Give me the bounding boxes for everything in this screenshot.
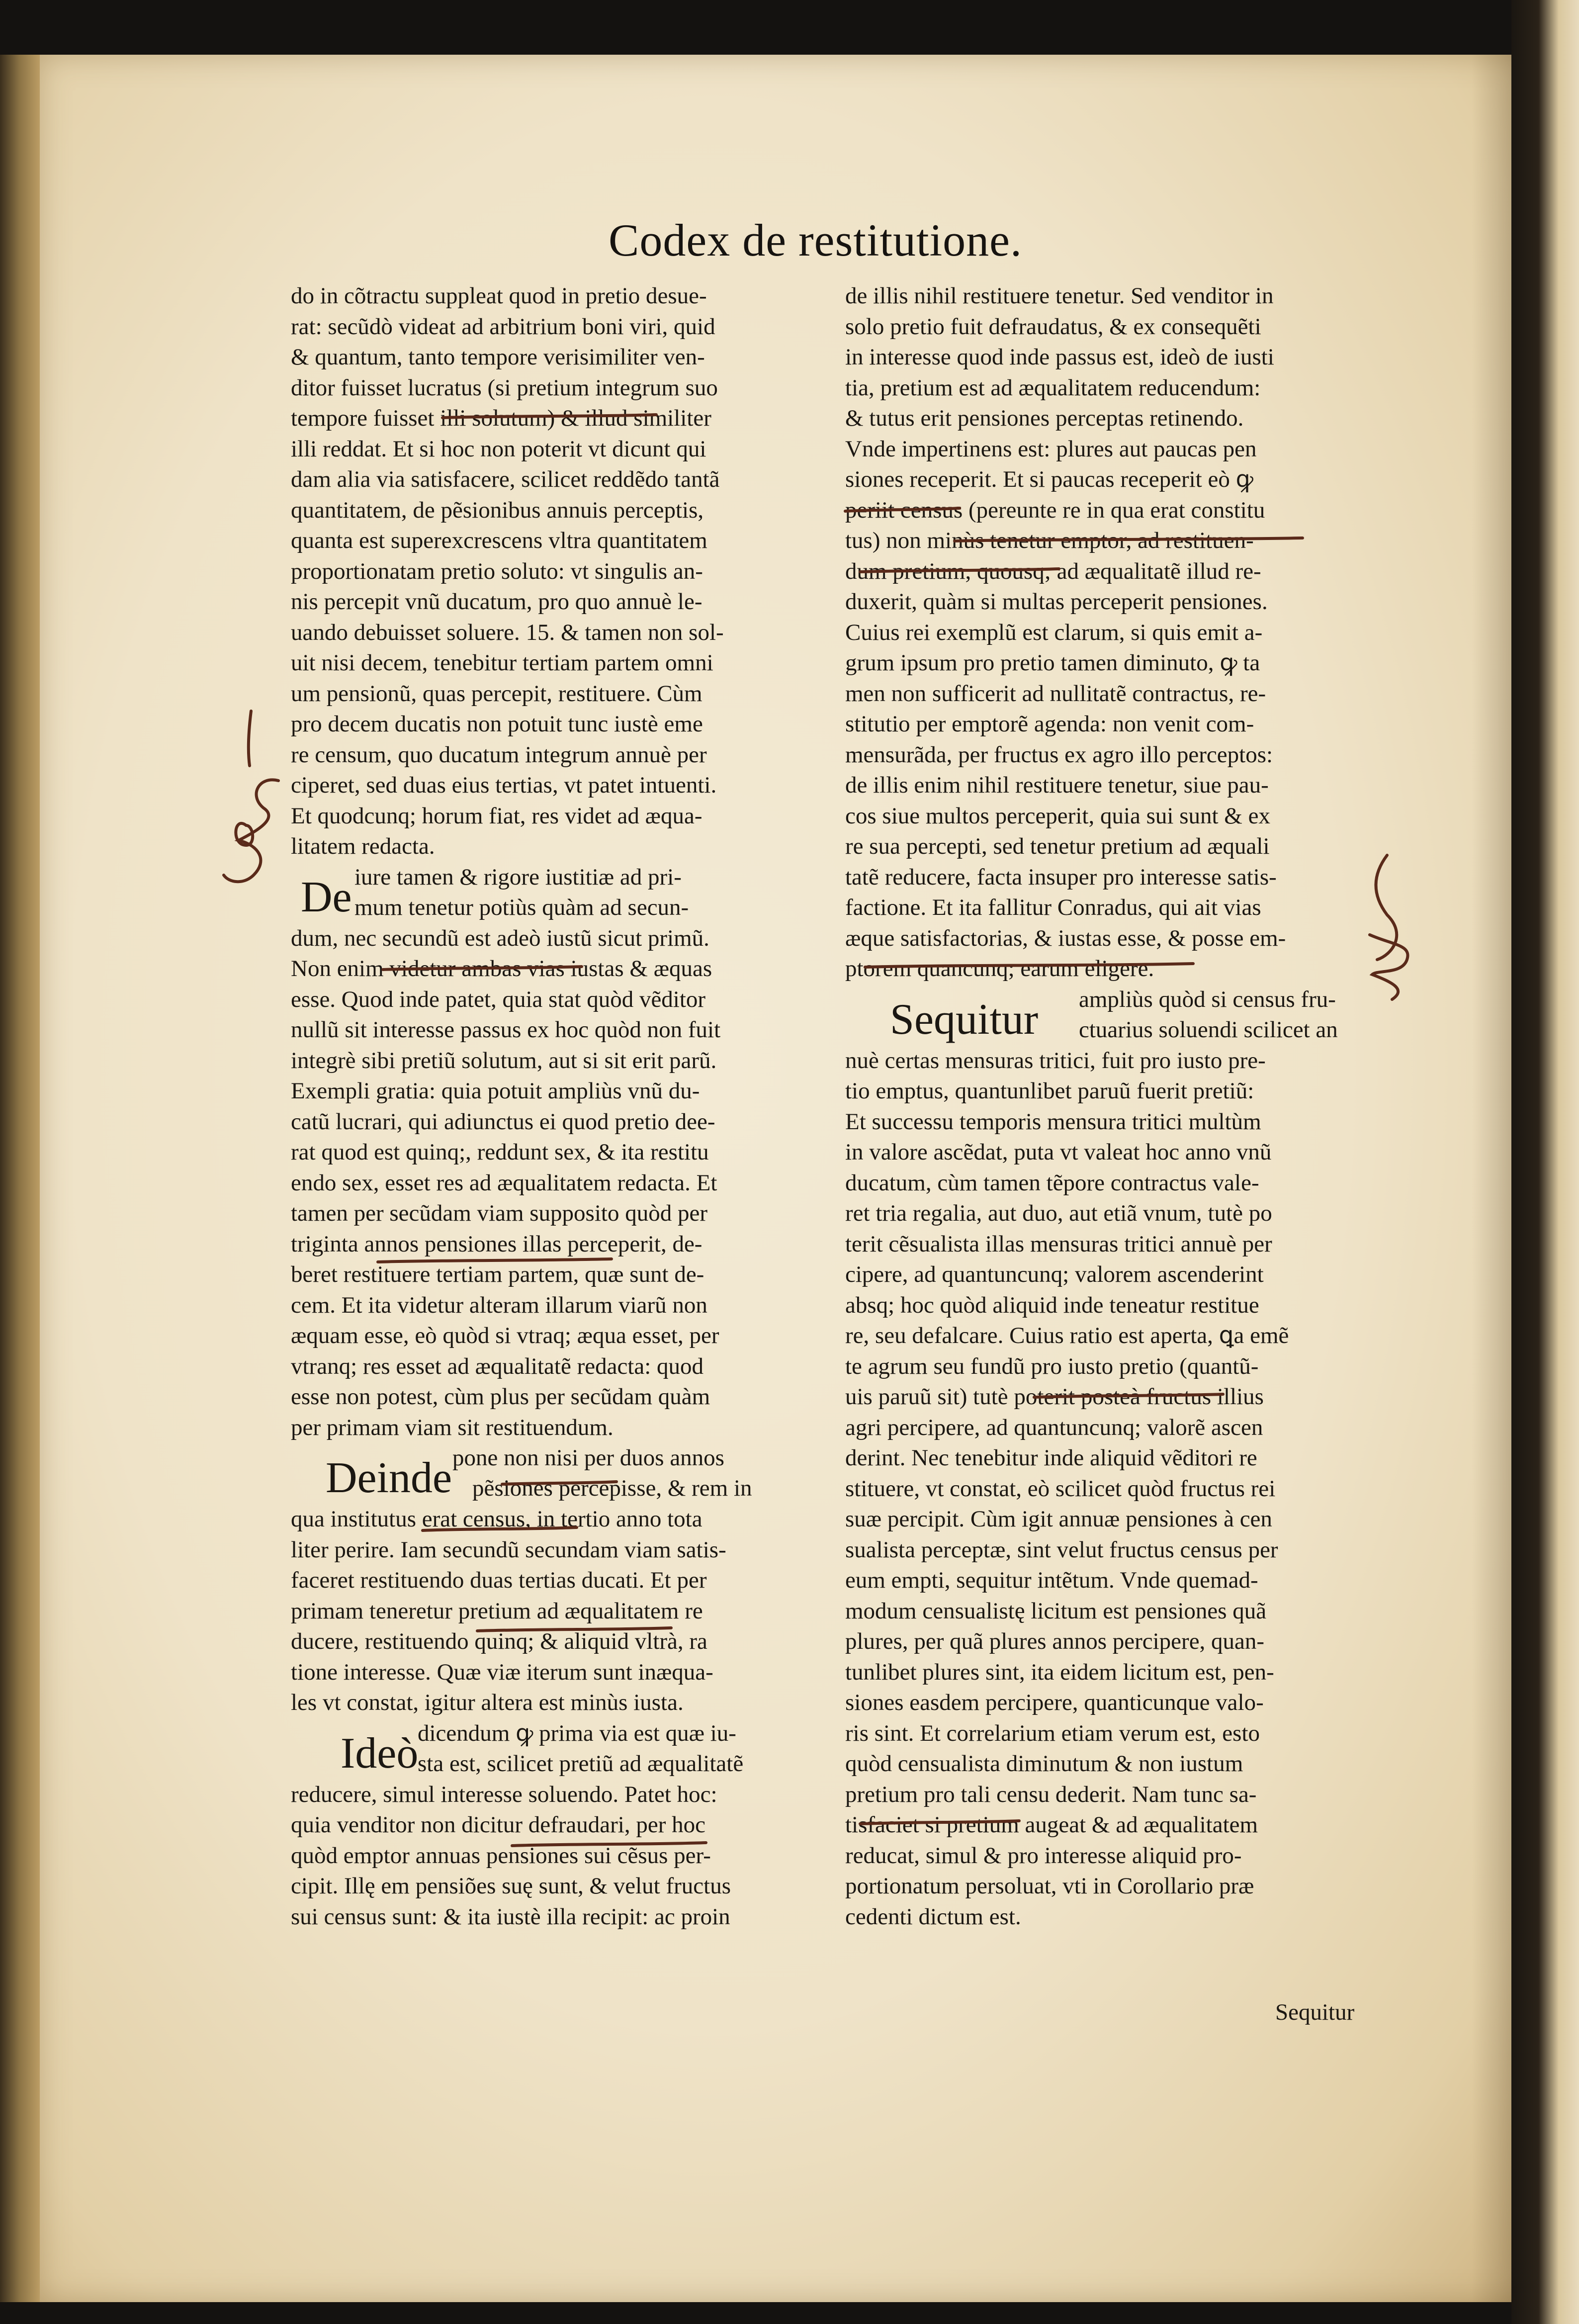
gutter-shadow: [1472, 55, 1511, 2302]
text-line: faceret restituendo duas tertias ducati. Et per: [291, 1567, 707, 1593]
text-line: absq; hoc quòd aliquid inde teneatur restitue: [845, 1292, 1259, 1318]
text-line: cipere, ad quantuncunq; valorem ascenderint: [845, 1261, 1264, 1287]
text-line: litatem redacta.: [291, 833, 435, 859]
text-line: dum pretium, quousq; ad æqualitatẽ illud re-: [845, 558, 1261, 584]
text-line: æquam esse, eò quòd si vtraq; æqua esset, per: [291, 1323, 719, 1348]
text-line: reducat, simul & pro interesse aliquid pro-: [845, 1842, 1242, 1869]
text-line: factione. Et ita fallitur Conradus, qui ait vias: [845, 894, 1261, 920]
text-line: Et quodcunq; horum fiat, res videt ad æqua-: [291, 803, 702, 829]
right-column-body: [845, 281, 1372, 984]
para-line: sta est, scilicet pretiũ ad æqualitatẽ: [418, 1750, 744, 1777]
text-line: de illis nihil restituere tenetur. Sed venditor in: [845, 283, 1274, 309]
para-line: mum tenetur potiùs quàm ad secun-: [354, 894, 689, 920]
text-line: tione interesse. Quæ viæ iterum sunt inæqua-: [291, 1659, 713, 1685]
paragraph-de: [291, 862, 815, 1443]
text-line: cem. Et ita videtur alteram illarum viarũ non: [291, 1292, 707, 1318]
text-line: ducere, restituendo quinq; & aliquid vltrà, ra: [291, 1628, 707, 1654]
text-line: duxerit, quàm si multas perceperit pensiones.: [845, 589, 1268, 615]
text-line: tio emptus, quantunlibet paruũ fuerit pretiũ:: [845, 1078, 1254, 1104]
text-line: ditor fuisset lucratus (si pretium integrum suo: [291, 374, 718, 401]
text-line: terit cẽsualista illas mensuras tritici annuè per: [845, 1231, 1272, 1257]
text-line: ris sint. Et correlarium etiam verum est, esto: [845, 1720, 1260, 1746]
text-line: & quantum, tanto tempore verisimiliter ven-: [291, 344, 705, 370]
text-line: primam teneretur pretium ad æqualitatem re: [291, 1598, 703, 1624]
text-line: re, seu defalcare. Cuius ratio est aperta, ꝗa emẽ: [845, 1323, 1289, 1348]
text-line: nuè certas mensuras tritici, fuit pro iusto pre-: [845, 1047, 1266, 1073]
text-line: agri percipere, ad quantuncunq; valorẽ ascen: [845, 1414, 1263, 1440]
text-line: quòd emptor annuas pensiones sui cẽsus per-: [291, 1842, 711, 1869]
text-line: esse. Quod inde patet, quia stat quòd vẽditor: [291, 986, 706, 1012]
text-line: triginta annos pensiones illas perceperit, de-: [291, 1231, 702, 1257]
text-line: periit census (pereunte re in qua erat constitu: [845, 497, 1265, 523]
paragraph-initial: Deinde: [326, 1454, 452, 1502]
para-line: [291, 1718, 815, 1780]
text-line: nullũ sit interesse passus ex hoc quòd non fuit: [291, 1017, 721, 1043]
text-line: uis paruũ sit) tutè poterit posteà fructus illius: [845, 1384, 1264, 1410]
text-line: reducere, simul interesse soluendo. Patet hoc:: [291, 1781, 717, 1807]
paragraph-initial: De: [301, 873, 352, 921]
text-line: tia, pretium est ad æqualitatem reducendum:: [845, 374, 1261, 401]
left-column: [291, 281, 815, 1932]
text-line: esse non potest, cùm plus per secũdam quàm: [291, 1384, 710, 1410]
text-line: tatẽ reducere, facta insuper pro interesse satis-: [845, 864, 1277, 890]
para-line: iure tamen & rigore iustitiæ ad pri-: [354, 864, 682, 890]
text-line: uit nisi decem, tenebitur tertiam partem omni: [291, 650, 713, 676]
text-line: eum empti, sequitur intẽtum. Vnde quemad-: [845, 1567, 1258, 1593]
text-line: stituere, vt constat, eò scilicet quòd fructus rei: [845, 1475, 1276, 1502]
text-line: Et successu temporis mensura tritici multùm: [845, 1108, 1261, 1135]
text-line: in valore ascẽdat, puta vt valeat hoc anno vnũ: [845, 1139, 1272, 1165]
para-line: [291, 862, 815, 923]
para-line: ampliùs quòd si census fru-: [1079, 986, 1336, 1012]
text-line: tus) non minùs tenetur emptor, ad restituen-: [845, 528, 1254, 553]
text-line: stitutio per emptorẽ agenda: non venit com-: [845, 711, 1254, 737]
text-line: rat: secũdò videat ad arbitrium boni viri, quid: [291, 313, 715, 340]
text-line: cedenti dictum est.: [845, 1903, 1021, 1930]
text-line: modum censualistę licitum est pensiones quã: [845, 1598, 1267, 1624]
text-line: re censum, quo ducatum integrum annuè per: [291, 741, 707, 768]
text-line: um pensionũ, quas percepit, restituere. Cùm: [291, 680, 702, 707]
paragraph-ideo-body: [291, 1780, 815, 1933]
text-line: Non enim videtur ambas vias iustas & æquas: [291, 956, 712, 982]
text-line: catũ lucrari, qui adiunctus ei quod pretio dee-: [291, 1108, 715, 1135]
running-head: Codex de restitutione.: [609, 215, 1022, 266]
text-line: ciperet, sed duas eius tertias, vt patet intuenti.: [291, 772, 717, 798]
text-line: derint. Nec tenebitur inde aliquid vẽditori re: [845, 1445, 1257, 1471]
text-line: suæ percipit. Cùm igit annuæ pensiones à cen: [845, 1506, 1272, 1532]
text-line: sui census sunt: & ita iustè illa recipit: ac proin: [291, 1903, 730, 1930]
text-line: quanta est superexcrescens vltra quantitatem: [291, 528, 707, 553]
text-line: beret restituere tertiam partem, quæ sunt de-: [291, 1261, 704, 1287]
para-line: [845, 984, 1372, 1046]
text-line: dum, nec secundũ est adeò iustũ sicut primũ.: [291, 925, 709, 951]
text-line: illi reddat. Et si hoc non poterit vt dicunt qui: [291, 436, 706, 462]
text-line: grum ipsum pro pretio tamen diminuto, ꝙ ta: [845, 650, 1260, 676]
text-line: dam alia via satisfacere, scilicet reddẽdo tantã: [291, 466, 720, 492]
text-line: Vnde impertinens est: plures aut paucas pen: [845, 436, 1257, 462]
next-page-edge: [1511, 0, 1579, 2324]
para-line: dicendum ꝙ prima via est quæ iu-: [418, 1720, 736, 1746]
left-column-body: [291, 281, 815, 862]
text-line: solo pretio fuit defraudatus, & ex consequẽti: [845, 313, 1261, 340]
text-line: siones easdem percipere, quanticunque valo-: [845, 1690, 1264, 1715]
text-line: pretium pro tali censu dederit. Nam tunc sa-: [845, 1781, 1257, 1807]
text-line: qua institutus erat census, in tertio anno tota: [291, 1506, 702, 1532]
text-line: men non sufficerit ad nullitatẽ contractus, re-: [845, 680, 1266, 707]
text-line: plures, per quã plures annos percipere, quan-: [845, 1628, 1265, 1654]
text-line: de illis enim nihil restituere tenetur, siue pau-: [845, 772, 1269, 798]
paragraph-sequitur: [845, 984, 1372, 1933]
catchword: Sequitur: [1275, 1999, 1355, 2025]
text-line: æque satisfactorias, & iustas esse, & posse em-: [845, 925, 1286, 951]
paragraph-deinde: [291, 1443, 815, 1718]
text-line: Exempli gratia: quia potuit ampliùs vnũ du-: [291, 1078, 700, 1104]
text-line: quia venditor non dicitur defraudari, per hoc: [291, 1812, 705, 1838]
text-line: ret tria regalia, aut duo, aut etiã vnum, tutè po: [845, 1200, 1272, 1226]
paragraph-initial: Ideò: [341, 1729, 419, 1778]
text-line: tunlibet plures sint, ita eidem licitum est, pen-: [845, 1659, 1274, 1685]
text-line: siones receperit. Et si paucas receperit eò ꝙ: [845, 466, 1253, 492]
text-line: proportionatam pretio soluto: vt singulis an-: [291, 558, 703, 584]
right-column: [845, 281, 1372, 1932]
text-line: quòd censualista diminutum & non iustum: [845, 1751, 1243, 1777]
text-line: tempore fuisset illi solutum) & illud similiter: [291, 405, 711, 431]
para-line: [291, 1443, 815, 1504]
text-line: pro decem ducatis non potuit tunc iustè eme: [291, 711, 703, 737]
text-line: ducatum, cùm tamen tẽpore contractus vale-: [845, 1169, 1259, 1196]
text-line: re sua percepti, sed tenetur pretium ad æquali: [845, 833, 1270, 859]
text-line: tisfaciet si pretium augeat & ad æqualitatem: [845, 1812, 1258, 1838]
para-line: pone non nisi per duos annos: [452, 1445, 724, 1471]
text-line: ptorem quancunq; earum eligere.: [845, 956, 1154, 982]
text-line: portionatum persoluat, vti in Corollario præ: [845, 1873, 1254, 1899]
text-line: per primam viam sit restituendum.: [291, 1414, 614, 1440]
text-line: tamen per secũdam viam supposito quòd per: [291, 1200, 707, 1226]
text-line: cos siue multos perceperit, quia sui sunt & ex: [845, 803, 1270, 829]
text-line: les vt constat, igitur altera est minùs iusta.: [291, 1690, 684, 1715]
text-line: cipit. Illę em pensiões suę sunt, & velut fructus: [291, 1873, 731, 1899]
text-line: uando debuisset soluere. 15. & tamen non sol-: [291, 619, 724, 645]
para-line: ctuarius soluendi scilicet an: [1079, 1016, 1338, 1043]
para-line: pẽsiones percepisse, & rem in: [472, 1475, 752, 1501]
text-line: vtranq; res esset ad æqualitatẽ redacta: quod: [291, 1353, 704, 1379]
paragraph-initial: Sequitur: [890, 995, 1039, 1044]
text-line: endo sex, esset res ad æqualitatem redacta. Et: [291, 1169, 717, 1196]
text-line: te agrum seu fundũ pro iusto pretio (quantũ-: [845, 1353, 1259, 1379]
paragraph-deinde-body: [291, 1504, 815, 1718]
paragraph-de-body: [291, 923, 815, 1443]
paragraph-ideo: [291, 1718, 815, 1933]
text-line: in interesse quod inde passus est, ideò de iusti: [845, 344, 1274, 370]
text-line: Cuius rei exemplũ est clarum, si quis emit a-: [845, 619, 1263, 645]
text-line: nis percepit vnũ ducatum, pro quo annuè le-: [291, 589, 702, 615]
text-line: liter perire. Iam secundũ secundam viam satis-: [291, 1536, 726, 1563]
text-line: quantitatem, de pẽsionibus annuis perceptis,: [291, 497, 704, 523]
text-line: mensurãda, per fructus ex agro illo perceptos:: [845, 741, 1273, 768]
paragraph-sequitur-body: [845, 1046, 1372, 1933]
text-line: sualista perceptæ, sint velut fructus census per: [845, 1536, 1278, 1563]
text-line: rat quod est quinq;, reddunt sex, & ita restitu: [291, 1139, 709, 1165]
text-line: integrè sibi pretiũ solutum, aut si sit erit parũ.: [291, 1047, 717, 1073]
text-line: do in cõtractu suppleat quod in pretio desue-: [291, 283, 707, 309]
text-line: & tutus erit pensiones perceptas retinendo.: [845, 405, 1244, 431]
